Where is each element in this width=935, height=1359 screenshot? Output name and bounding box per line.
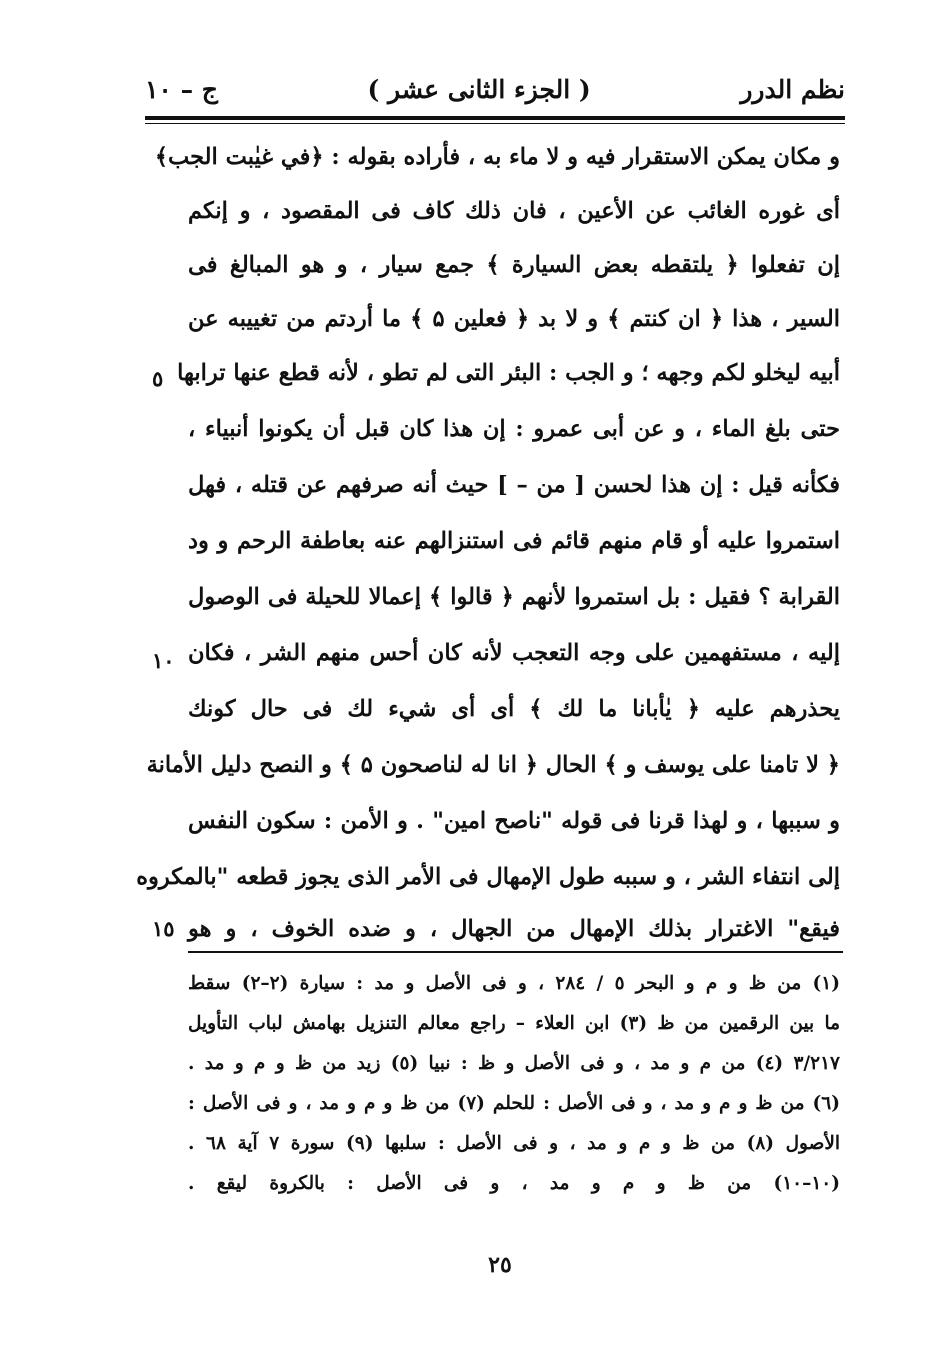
header-rule [145,116,845,120]
body-line: استمروا عليه أو قام منهم قائم فى استنزالهم عنه بعاطفة الرحم و ود [188,528,840,554]
line-number: ١٥ [152,916,175,941]
line-number: ١٠ [152,648,175,673]
body-line: إليه ، مستفهمين على وجه التعجب لأنه كان أحس منهم الشر ، فكان [188,640,840,666]
body-line: أبيه ليخلو لكم وجهه ؛ و الجب : البئر التى لم تطو ، لأنه قطع عنها ترابها [177,360,840,386]
body-line: يحذرهم عليه ﴿ يٰأبانا ما لك ﴾ أى أى شيء لك فى حال كونك [188,696,840,722]
body-line: إن تفعلوا ﴿ يلتقطه بعض السيارة ﴾ جمع سيار ، و هو المبالغ فى [188,252,840,278]
footnote-line: ما بين الرقمين من ظ (٣) ابن العلاء – راجع معالم التنزيل بهامش لباب التأويل [188,1013,840,1034]
footnote-line: ٣/٢١٧ (٤) من م و مد ، و فى الأصل و ظ : نبيا (٥) زيد من ظ و م و مد . [188,1053,840,1074]
body-line: حتى بلغ الماء ، و عن أبى عمرو : إن هذا كان قبل أن يكونوا أنبياء ، [188,416,840,442]
page-number: ٢٥ [488,1252,512,1278]
body-line: القرابة ؟ فقيل : بل استمروا لأنهم ﴿ قالوا ﴾ إعمالا للحيلة فى الوصول [188,584,840,610]
part-label: ( الجزء الثانى عشر ) [367,74,591,104]
footnote-line: (٦) من ظ و م و مد ، و فى الأصل : للحلم (٧) من ظ و م و مد ، و فى الأصل : [188,1093,840,1114]
body-line: إلى انتفاء الشر ، و سببه طول الإمهال فى الأمر الذى يجوز قطعه "بالمكروه [136,864,840,890]
body-line: السير ، هذا ﴿ ان كنتم ﴾ و لا بد ﴿ فعلين ۵ ﴾ ما أردتم من تغييبه عن [188,306,840,332]
body-line: ﴿ لا تامنا على يوسف و ﴾ الحال ﴿ انا له لناصحون ۵ ﴾ و النصح دليل الأمانة [146,752,840,778]
footnote-line: (١٠–١٠) من ظ و م و مد ، و فى الأصل : بالكروة ليقع . [188,1173,840,1194]
body-line: أى غوره الغائب عن الأعين ، فان ذلك كاف فى المقصود ، و إنكم [188,198,840,224]
footnote-rule [188,951,843,953]
footnote-line: الأصول (٨) من ظ و م و مد ، و فى الأصل : سلبها (٩) سورة ٧ آية ٦٨ . [188,1133,841,1154]
body-line: فيقع" الاغترار بذلك الإمهال من الجهال ، و ضده الخوف ، و هو [188,916,840,942]
line-number: ٥ [152,366,164,391]
book-title: نظم الدرر [740,74,845,104]
volume-label: ج – ١٠ [145,74,218,104]
body-line: فكأنه قيل : إن هذا لحسن [ من – ] حيث أنه صرفهم عن قتله ، فهل [188,472,840,498]
body-line: و سببها ، و لهذا قرنا فى قوله "ناصح امين" . و الأمن : سكون النفس [188,808,840,834]
footnote-line: (١) من ظ و م و البحر ٥ / ٢٨٤ ، و فى الأصل و مد : سيارة (٢–٢) سقط [188,973,840,994]
header-rule-thin [145,123,845,124]
body-line: و مكان يمكن الاستقرار فيه و لا ماء به ، فأراده بقوله : ﴿في غيٰبت الجب﴾ [154,144,840,170]
running-header [145,66,845,112]
